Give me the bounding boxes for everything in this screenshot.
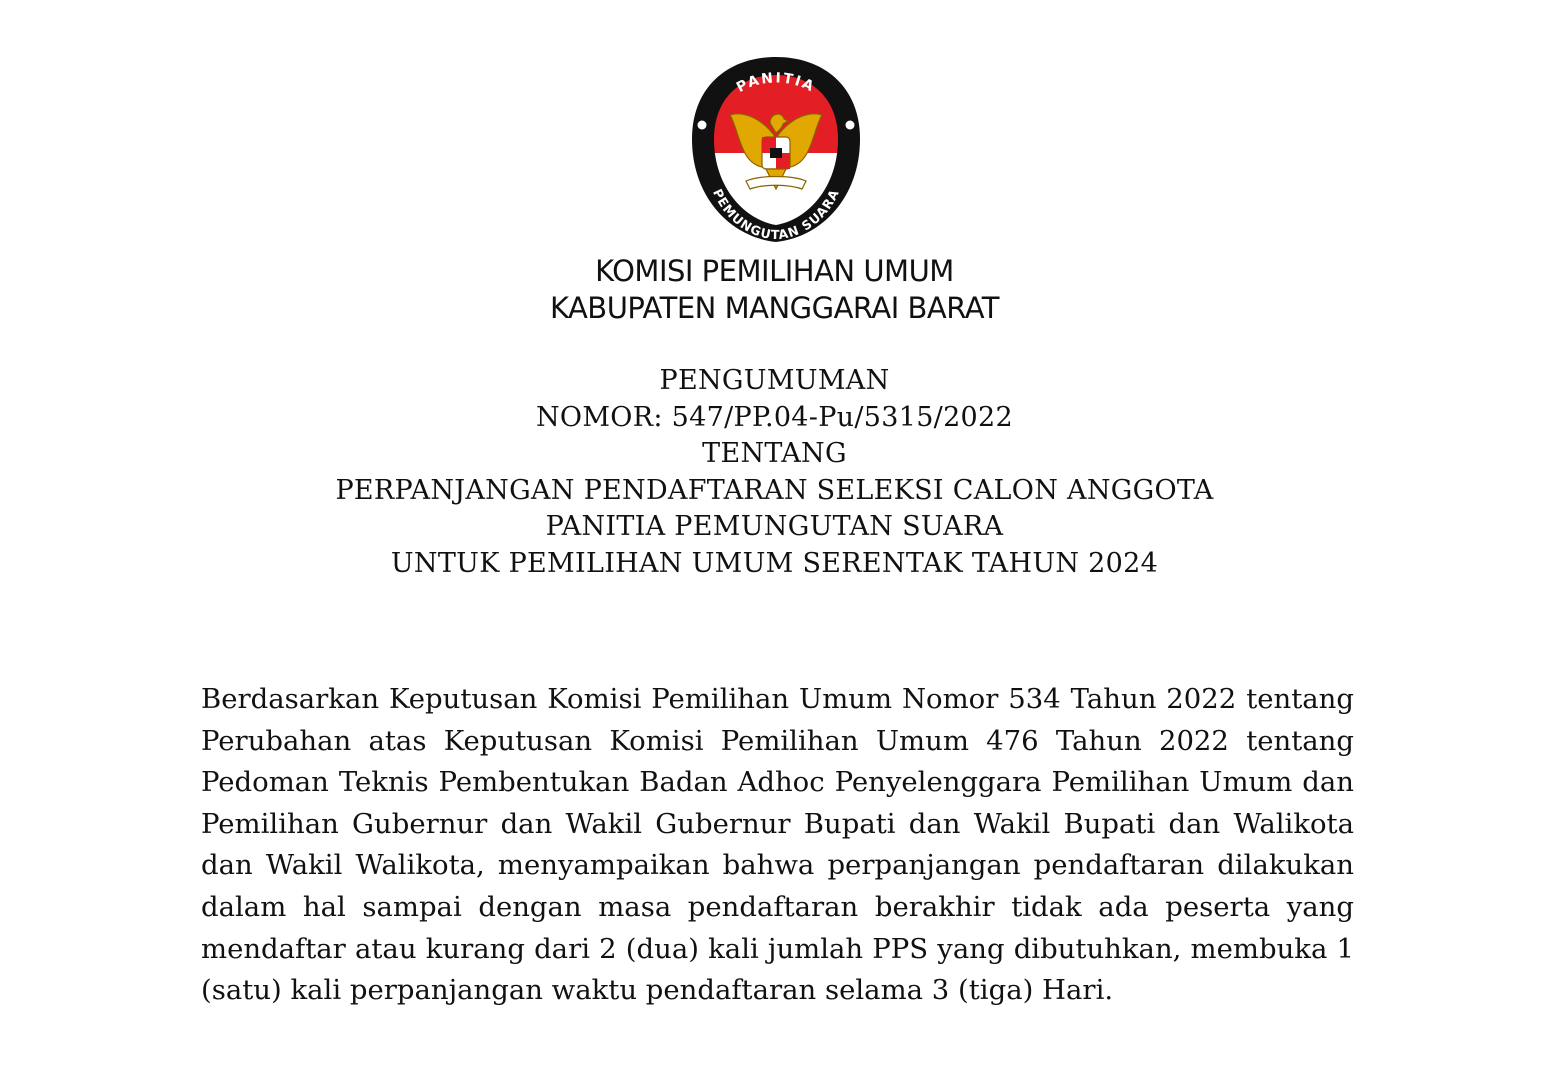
announcement-title-line-2: PANITIA PEMUNGUTAN SUARA — [545, 511, 1004, 542]
kpu-panitia-logo — [690, 55, 862, 243]
institution-line-2: KABUPATEN MANGGARAI BARAT — [549, 291, 1000, 325]
announcement-heading — [0, 363, 1549, 582]
institution-name — [0, 253, 1549, 327]
logo-bottom-text: PEMUNGUTAN SUARA — [710, 186, 842, 243]
institution-line-1: KOMISI PEMILIHAN UMUM — [595, 254, 954, 288]
announcement-about: TENTANG — [702, 438, 847, 469]
logo-top-text: PANITIA — [734, 70, 818, 96]
body-paragraph: Berdasarkan Keputusan Komisi Pemilihan Umum Nomor 534 Tahun 2022 tentang Perubahan atas Keputusan Komisi Pemilihan Umum 476 Tahun 2022 tentang Pedoman Teknis Pembentukan Badan Adhoc Penyelenggara Pemilihan Umum dan Pemilihan Gubernur dan Wakil Gubernur Bupati dan Wakil Bupati dan Walikota dan Wakil Walikota, menyampaikan bahwa perpanjangan pendaftaran dilakukan dalam hal sampai dengan masa pendaftaran berakhir tidak ada peserta yang mendaftar atau kurang dari 2 (dua) kali jumlah PPS yang dibutuhkan, membuka 1 (satu) kali perpanjangan waktu pendaftaran selama 3 (tiga) Hari. — [201, 683, 1354, 1007]
announcement-number: NOMOR: 547/PP.04-Pu/5315/2022 — [536, 401, 1013, 433]
logo-emblem-icon — [690, 55, 862, 243]
announcement-type: PENGUMUMAN — [659, 365, 890, 396]
announcement-title-line-1: PERPANJANGAN PENDAFTARAN SELEKSI CALON ANGGOTA — [335, 474, 1214, 506]
announcement-title-line-3: UNTUK PEMILIHAN UMUM SERENTAK TAHUN 2024 — [390, 547, 1159, 579]
